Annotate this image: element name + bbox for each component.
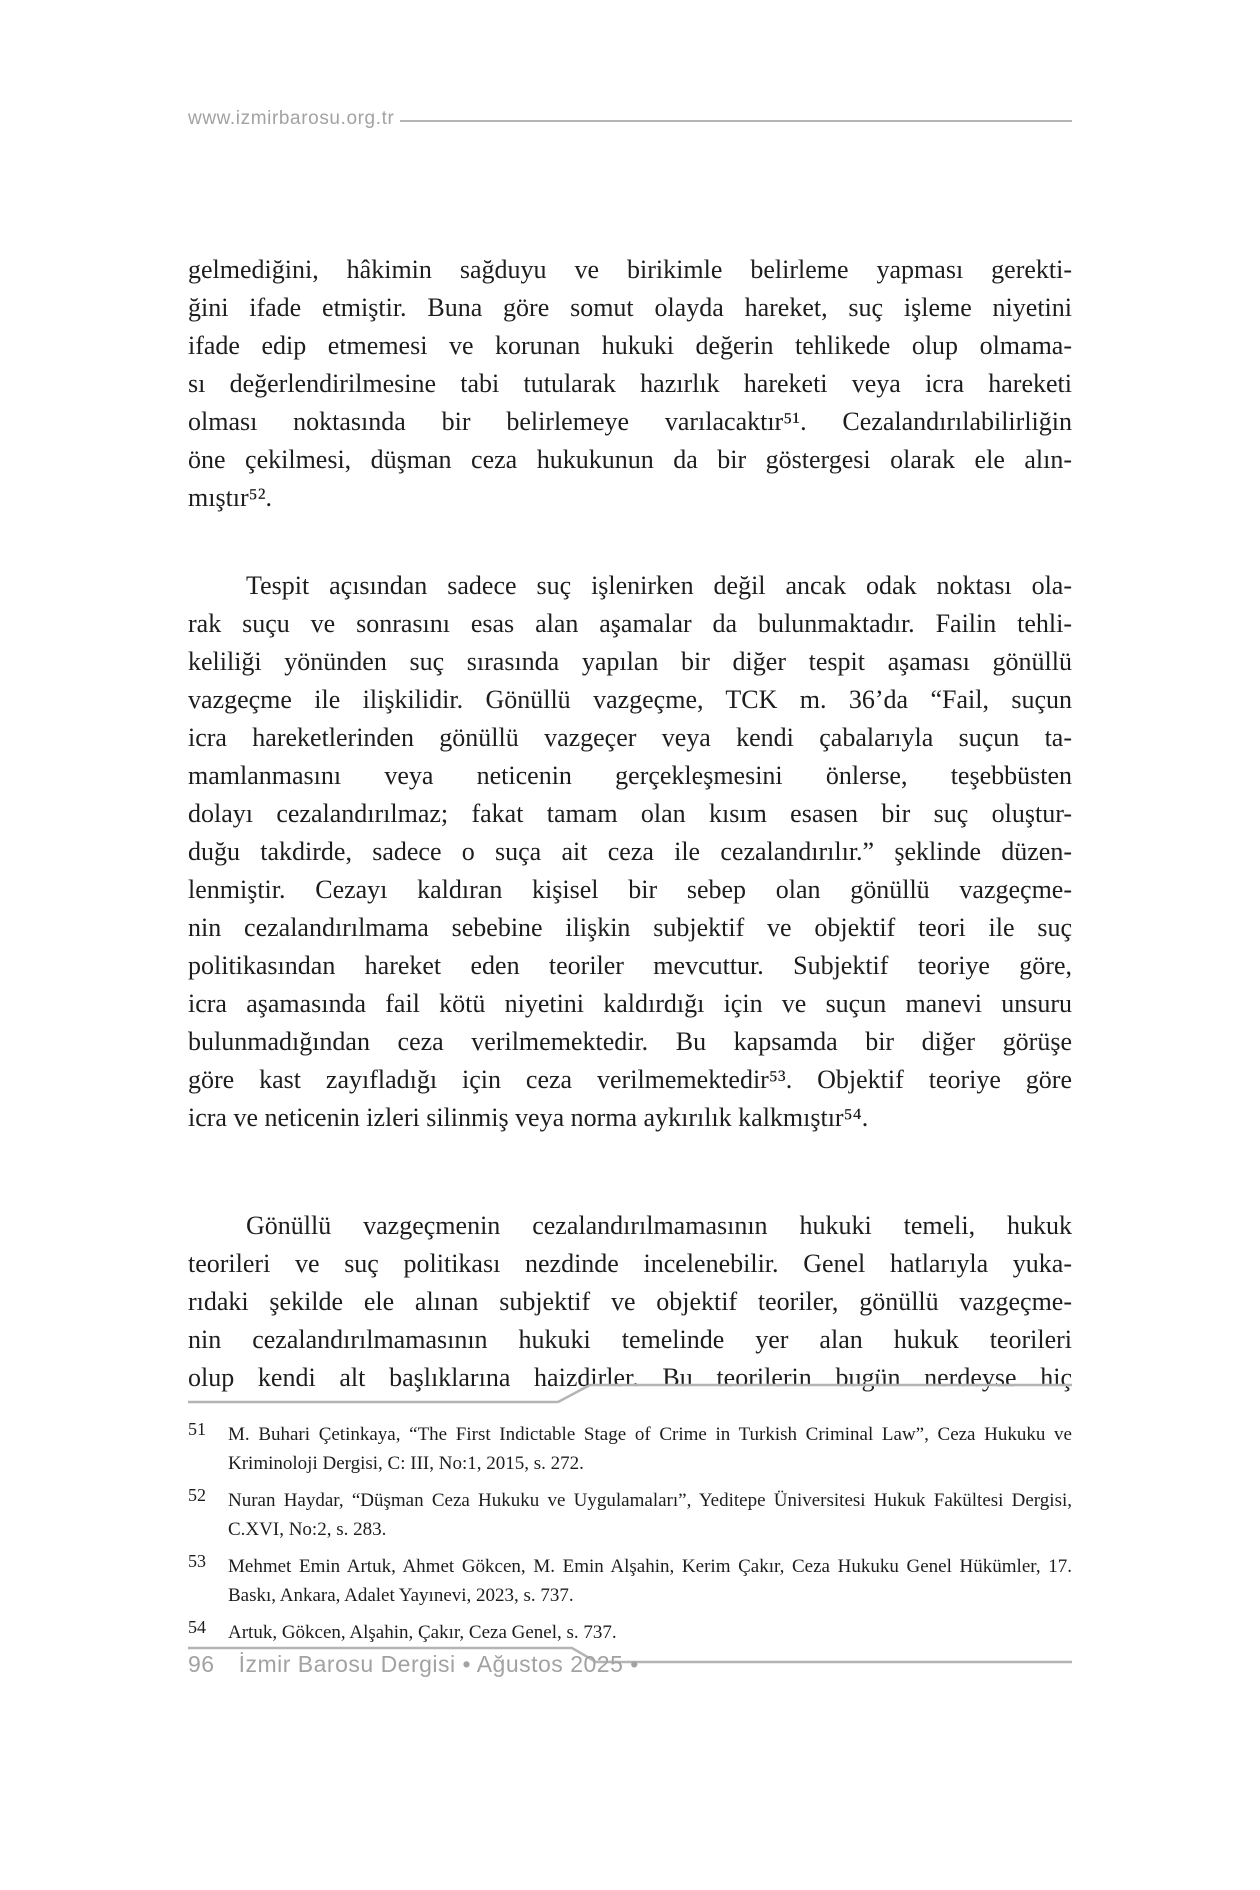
page-header: [188, 108, 1072, 130]
body-line: icra ve neticenin izleri silinmiş veya norma aykırılık kalkmıştır⁵⁴.: [188, 1103, 869, 1132]
body-line: öne çekilmesi, düşman ceza hukukunun da bir göstergesi olarak ele alın-: [188, 445, 1072, 474]
body-line: bulunmadığından ceza verilmemektedir. Bu kapsamda bir diğer görüşe: [188, 1027, 1072, 1056]
body-line: rak suçu ve sonrasını esas alan aşamalar da bulunmaktadır. Failin tehli-: [188, 609, 1072, 638]
footnote-text: Nuran Haydar, “Düşman Ceza Hukuku ve Uygulamaları”, Yeditepe Üniversitesi Hukuk Fakültesi Dergisi, C.XVI, No:2, s. 283.: [228, 1490, 1072, 1540]
footnote-number: 52: [188, 1485, 206, 1505]
body-line: Tespit açısından sadece suç işlenirken değil ancak odak noktası ola-: [246, 571, 1072, 600]
footnote: [188, 1420, 1072, 1478]
footnote-number: 53: [188, 1551, 206, 1571]
footnote-divider-rule: [188, 1377, 1072, 1409]
journal-footer-text: İzmir Barosu Dergisi • Ağustos 2025 •: [238, 1651, 639, 1677]
footnote: [188, 1552, 1072, 1610]
body-line: vazgeçme ile ilişkilidir. Gönüllü vazgeçme, TCK m. 36’da “Fail, suçun: [188, 685, 1072, 714]
body-line: ğini ifade etmiştir. Buna göre somut olayda hareket, suç işleme niyetini: [188, 293, 1072, 322]
body-line: lenmiştir. Cezayı kaldıran kişisel bir sebep olan gönüllü vazgeçme-: [188, 875, 1072, 904]
body-line: sı değerlendirilmesine tabi tutularak hazırlık hareketi veya icra hareketi: [188, 369, 1072, 398]
footnote-divider-line: [188, 1385, 1072, 1402]
footnote-text: Mehmet Emin Artuk, Ahmet Gökcen, M. Emin Alşahin, Kerim Çakır, Ceza Hukuku Genel Hükümler, 17. Baskı, Ankara, Adalet Yayınevi, 2023, s. 737.: [228, 1556, 1072, 1606]
footnote: [188, 1618, 1072, 1647]
body-line: icra hareketlerinden gönüllü vazgeçer veya kendi çabalarıyla suçun ta-: [188, 723, 1072, 752]
body-line: nin cezalandırılmamasının hukuki temelinde yer alan hukuk teorileri: [188, 1325, 1072, 1354]
body-line: ifade edip etmemesi ve korunan hukuki değerin tehlikede olup olmama-: [188, 331, 1072, 360]
footnote: [188, 1486, 1072, 1544]
body-line: mamlanmasını veya neticenin gerçekleşmesini önlerse, teşebbüsten: [188, 761, 1072, 790]
body-line: rıdaki şekilde ele alınan subjektif ve objektif teoriler, gönüllü vazgeçme-: [188, 1287, 1072, 1316]
body-line: keliliği yönünden suç sırasında yapılan bir diğer tespit aşaması gönüllü: [188, 647, 1072, 676]
body-line: nin cezalandırılmama sebebine ilişkin subjektif ve objektif teori ile suç: [188, 913, 1072, 942]
body-line: dolayı cezalandırılmaz; fakat tamam olan kısım esasen bir suç oluştur-: [188, 799, 1072, 828]
footnote-number: 51: [188, 1419, 206, 1439]
body-line: teorileri ve suç politikası nezdinde incelenebilir. Genel hatlarıyla yuka-: [188, 1249, 1072, 1278]
page-footer: [188, 1651, 639, 1678]
body-line: politikasından hareket eden teoriler mevcuttur. Subjektif teoriye göre,: [188, 951, 1072, 980]
body-text-block: [188, 251, 1072, 1397]
body-line: icra aşamasında fail kötü niyetini kaldırdığı için ve suçun manevi unsuru: [188, 989, 1072, 1018]
body-line: mıştır⁵².: [188, 483, 273, 512]
body-line: duğu takdirde, sadece o suça ait ceza ile cezalandırılır.” şeklinde düzen-: [188, 837, 1072, 866]
footnotes-block: [188, 1420, 1072, 1655]
body-line: Gönüllü vazgeçmenin cezalandırılmamasının hukuki temeli, hukuk: [246, 1211, 1072, 1240]
footnote-text: M. Buhari Çetinkaya, “The First Indictable Stage of Crime in Turkish Criminal Law”, Ceza Hukuku ve Kriminoloji Dergisi, C: III, No:1, 2015, s. 272.: [228, 1424, 1072, 1474]
body-line: olması noktasında bir belirlemeye varılacaktır⁵¹. Cezalandırılabilirliğin: [188, 407, 1072, 436]
body-line: olup kendi alt başlıklarına haizdirler. Bu teorilerin bugün nerdeyse hiç: [188, 1363, 1072, 1392]
paragraph: [188, 1207, 1072, 1397]
body-line: göre kast zayıfladığı için ceza verilmemektedir⁵³. Objektif teoriye göre: [188, 1065, 1072, 1094]
footnote-text: Artuk, Gökcen, Alşahin, Çakır, Ceza Genel, s. 737.: [228, 1622, 617, 1643]
header-rule: [400, 120, 1072, 122]
paragraph: [188, 567, 1072, 1137]
body-line: gelmediğini, hâkimin sağduyu ve birikimle belirleme yapması gerekti-: [188, 255, 1072, 284]
page-number: 96: [188, 1651, 215, 1677]
header-url-text: www.izmirbarosu.org.tr: [188, 108, 395, 129]
paragraph: [188, 251, 1072, 517]
footnote-number: 54: [188, 1617, 206, 1637]
